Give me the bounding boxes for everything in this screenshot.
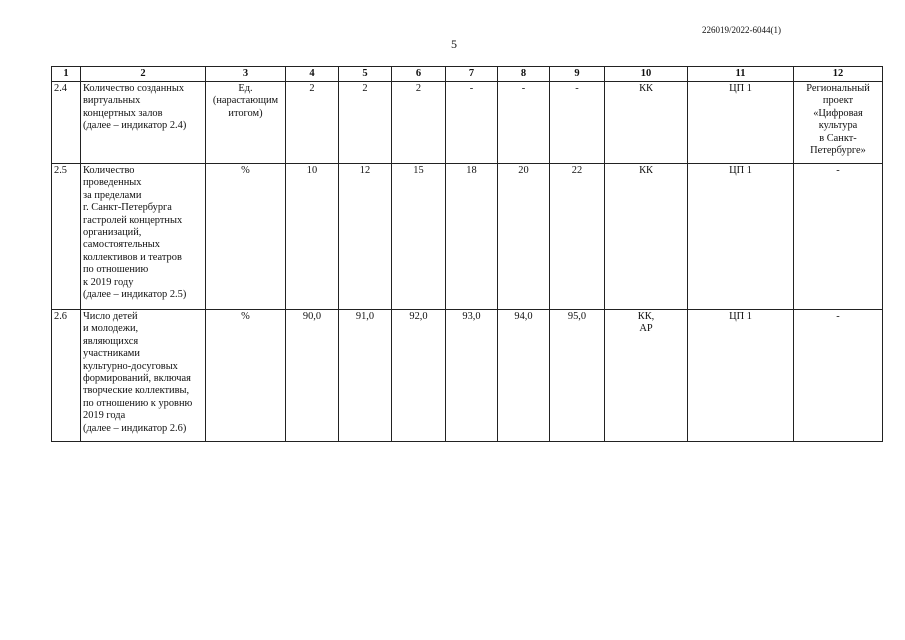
column-header: 5 [339,67,392,82]
value-cell: 12 [339,164,392,310]
source-cell: - [794,164,883,310]
value-cell: - [550,82,605,164]
column-header: 7 [446,67,498,82]
indicator-name: Количество проведенных за пределами г. Санкт-Петербурга гастролей концертных организаций, самостоятельных коллективов и театров по отношению к 2019 году (далее – индикатор 2.5) [81,164,206,310]
row-number: 2.5 [52,164,81,310]
indicators-table [51,66,883,442]
value-cell: 22 [550,164,605,310]
value-cell: 2 [286,82,339,164]
column-header: 8 [498,67,550,82]
page-number: 5 [451,37,457,51]
unit-cell: % [206,164,286,310]
value-cell: 92,0 [392,310,446,442]
value-cell: 20 [498,164,550,310]
value-cell: 2 [339,82,392,164]
responsible-cell: КК, АР [605,310,688,442]
program-cell: ЦП 1 [688,82,794,164]
indicator-name: Количество созданных виртуальных концертных залов (далее – индикатор 2.4) [81,82,206,164]
table-row [52,164,883,310]
value-cell: 90,0 [286,310,339,442]
column-header: 1 [52,67,81,82]
value-cell: 93,0 [446,310,498,442]
source-cell: - [794,310,883,442]
table-row [52,310,883,442]
responsible-cell: КК [605,164,688,310]
table-row [52,82,883,164]
value-cell: - [446,82,498,164]
column-header: 3 [206,67,286,82]
unit-cell: Ед. (нарастающим итогом) [206,82,286,164]
value-cell: 2 [392,82,446,164]
value-cell: 10 [286,164,339,310]
responsible-cell: КК [605,82,688,164]
unit-cell: % [206,310,286,442]
table-header-row [52,67,883,82]
value-cell: 94,0 [498,310,550,442]
value-cell: 91,0 [339,310,392,442]
value-cell: 18 [446,164,498,310]
column-header: 10 [605,67,688,82]
program-cell: ЦП 1 [688,164,794,310]
value-cell: 95,0 [550,310,605,442]
column-header: 4 [286,67,339,82]
source-cell: Региональный проект «Цифровая культура в Санкт- Петербурге» [794,82,883,164]
column-header: 6 [392,67,446,82]
indicator-name: Число детей и молодежи, являющихся участниками культурно-досуговых формирований, включая творческие коллективы, по отношению к уровню 2019 года (далее – индикатор 2.6) [81,310,206,442]
column-header: 9 [550,67,605,82]
column-header: 11 [688,67,794,82]
column-header: 2 [81,67,206,82]
value-cell: 15 [392,164,446,310]
document-code: 226019/2022-6044(1) [702,25,781,35]
value-cell: - [498,82,550,164]
column-header: 12 [794,67,883,82]
program-cell: ЦП 1 [688,310,794,442]
row-number: 2.4 [52,82,81,164]
row-number: 2.6 [52,310,81,442]
